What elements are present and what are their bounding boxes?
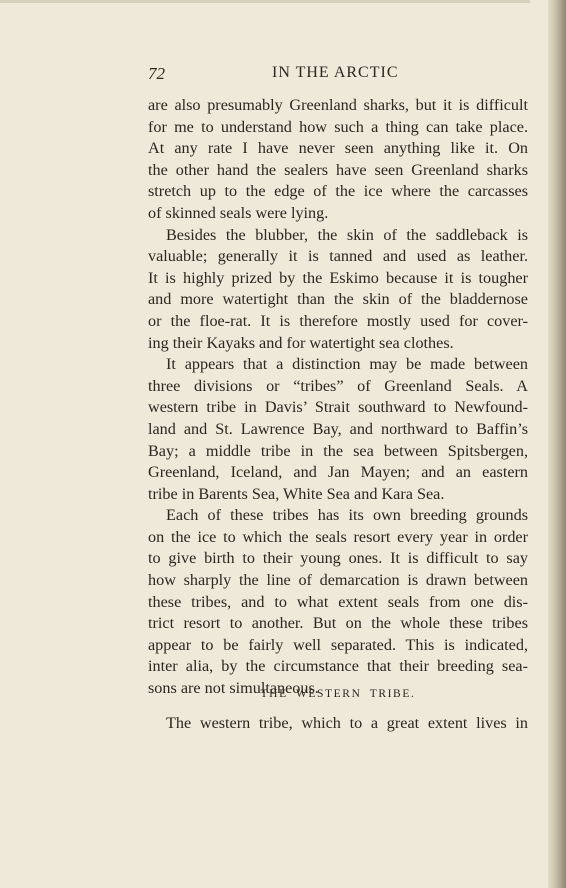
- text-line: these tribes, and to what extent seals from one dis-: [148, 592, 528, 611]
- text-line: tribe in Barents Sea, White Sea and Kara Sea.: [148, 484, 445, 503]
- page-top-edge: [0, 0, 530, 3]
- paragraph: [148, 95, 528, 225]
- text-line: ing their Kayaks and for watertight sea clothes.: [148, 333, 454, 352]
- paragraph: [148, 225, 528, 355]
- text-line: how sharply the line of demarcation is drawn between: [148, 571, 528, 590]
- page-header: [148, 64, 528, 84]
- text-line: It appears that a distinction may be made between: [166, 355, 528, 374]
- paragraph: [148, 354, 528, 505]
- text-line: appear to be fairly well separated. This is indicated,: [148, 635, 528, 654]
- text-line: At any rate I have never seen anything like it. On: [148, 139, 528, 158]
- text-line: trict resort to another. But on the whole these tribes: [148, 614, 528, 633]
- text-line: Each of these tribes has its own breeding grounds: [166, 506, 528, 525]
- text-line: sons are not simultaneous.: [148, 679, 319, 698]
- page-number: 72: [148, 64, 165, 83]
- text-line: inter alia, by the circumstance that their breeding sea-: [148, 657, 528, 676]
- text-line: to give birth to their young ones. It is difficult to say: [148, 549, 528, 568]
- text-line: for me to understand how such a thing can take place.: [148, 117, 528, 136]
- text-line: western tribe in Davis’ Strait southward to Newfound-: [148, 398, 528, 417]
- text-line: Bay; a middle tribe in the sea between Spitsbergen,: [148, 441, 528, 460]
- text-line: three divisions or “tribes” of Greenland Seals. A: [148, 376, 528, 395]
- text-line: The western tribe, which to a great extent lives in: [166, 714, 528, 732]
- text-line: stretch up to the edge of the ice where the carcasses: [148, 182, 528, 201]
- running-head: IN THE ARCTIC: [272, 64, 399, 81]
- text-line: or the floe-rat. It is therefore mostly used for cover-: [148, 311, 528, 330]
- text-line: land and St. Lawrence Bay, and northward to Baffin’s: [148, 419, 528, 438]
- text-line: on the ice to which the seals resort every year in order: [148, 527, 528, 546]
- body-text: [148, 95, 528, 700]
- text-line: and more watertight than the skin of the bladdernose: [148, 290, 528, 309]
- text-line: Besides the blubber, the skin of the saddleback is: [166, 225, 528, 244]
- text-line: Greenland, Iceland, and Jan Mayen; and an eastern: [148, 463, 528, 482]
- text-line: the other hand the sealers have seen Greenland sharks: [148, 160, 528, 179]
- book-gutter-edge: [548, 0, 566, 888]
- text-line: valuable; generally it is tanned and used as leather.: [148, 247, 528, 266]
- paragraph: [148, 505, 528, 699]
- paragraph-western-tribe: [148, 713, 528, 735]
- text-line: are also presumably Greenland sharks, but it is difficult: [148, 96, 528, 114]
- text-line: It is highly prized by the Eskimo because it is tougher: [148, 268, 528, 287]
- section-heading: THE WESTERN TRIBE.: [260, 688, 416, 700]
- text-line: of skinned seals were lying.: [148, 203, 329, 222]
